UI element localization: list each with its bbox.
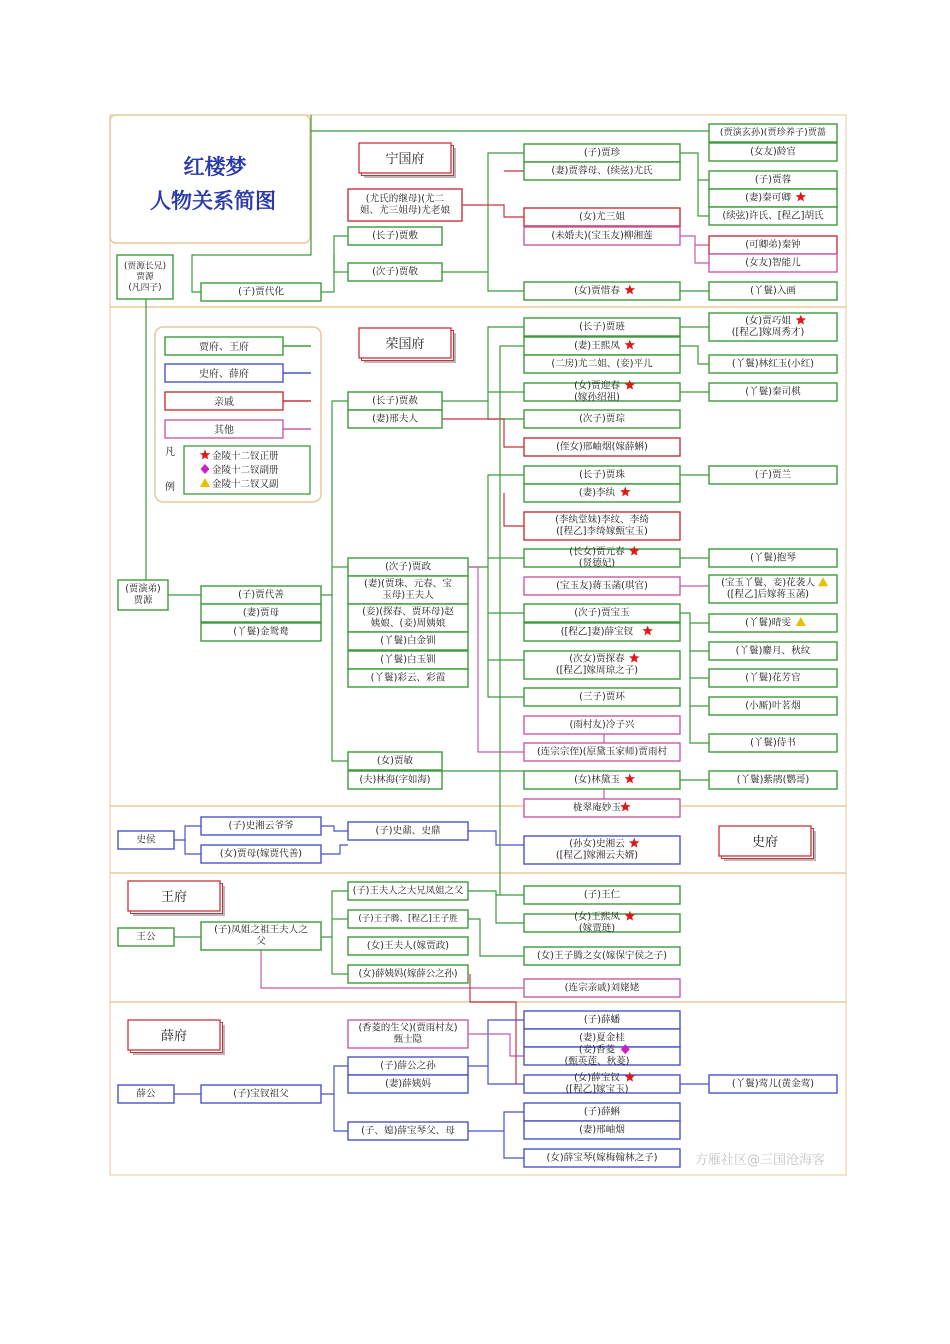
person-node-zijuan [709,771,837,789]
node-label: (次子)贾宝玉 [574,607,630,619]
node-label: 姐、尤三姐母)尤老娘 [359,205,451,217]
person-node-xuepan [524,1011,680,1029]
chart-title-line1: 红楼梦 [183,155,247,179]
legend-side-label: 例 [165,482,175,493]
person-node-lan [709,466,837,484]
node-label: (次子)贾琮 [579,413,625,425]
connector-line [321,891,348,937]
node-label: (妻)夏金桂 [579,1032,625,1044]
house-label-text: 史府 [751,835,779,850]
node-label: (女)薛宝琴(嫁梅翰林之子) [546,1152,658,1164]
node-label: (丫鬟)抱琴 [750,552,796,564]
person-node-xiren [709,575,837,603]
person-node-xueyima [348,1075,468,1093]
node-label: (长子)贾敷 [372,230,418,242]
person-node-linguan [709,143,837,161]
node-label: ([程乙]妻)薛宝钗 [560,626,634,638]
node-label: (未婚夫)(宝玉友)柳湘莲 [551,230,653,242]
node-label: (二房)尤二姐、(妾)平儿 [551,358,653,370]
node-label: (子)贾代化 [238,286,284,298]
node-label: (嫁孙绍祖) [574,392,620,404]
person-node-daishan [201,586,321,604]
person-node-liu [524,227,680,245]
person-node-xiaohong [709,355,837,373]
node-label: (子、媳)薛宝琴父、母 [361,1125,455,1137]
person-node-zhao [348,604,468,632]
connector-line [468,891,524,895]
node-label: 玉母)王夫人 [382,590,434,602]
connector-line [488,1066,524,1084]
node-label: (侄女)邢岫烟(嫁薛蝌) [556,441,648,453]
person-node-zhenshiyin [348,1020,468,1048]
legend-label: 贾府、王府 [199,342,249,353]
person-node-yuchuan [348,651,468,669]
node-label: 贾源 [133,595,153,606]
person-node-fangguan [709,669,837,687]
node-label: 甄士隐 [393,1034,423,1045]
person-node-wangfr2 [348,937,468,955]
house-label-xue [128,1020,225,1055]
node-label: (宝玉友)蒋玉菡(琪官) [556,580,648,592]
person-node-xing [348,410,442,428]
person-node-zhu [524,466,680,484]
node-label: (小厮)叶茗烟 [745,700,801,712]
node-label: (女)贾巧姐 [745,315,791,327]
person-node-xifeng [524,337,680,355]
person-node-shiyeye [201,817,321,835]
person-node-baoqinfu [348,1122,468,1140]
node-label: 栊翠庵妙玉 [573,802,621,814]
person-node-liqi [524,512,680,540]
person-node-yuanchun [524,546,680,570]
person-node-zhineng [709,254,837,272]
person-node-qiang [709,124,837,142]
person-node-wangren [524,886,680,904]
node-label: (长子)贾琏 [579,321,625,333]
person-node-jing [348,263,442,281]
person-node-qinzhong [709,236,837,254]
node-label: (子)王夫人之大兄凤姐之父 [352,885,464,897]
person-node-caiyun [348,669,468,687]
person-node-youlao [348,189,462,221]
person-node-baochai2 [524,1072,680,1096]
person-node-tanchun [524,651,680,679]
connector-line [680,153,709,180]
node-label: (丫鬟)金鸳鸯 [233,626,289,638]
node-label: (子)贾蓉 [754,174,792,186]
person-node-mingyan [709,697,837,715]
person-node-xiuyan [524,438,680,456]
person-nodes [117,124,837,1167]
node-label: ([程乙]嫁周秀才) [731,327,805,339]
node-label: (丫鬟)入画 [750,285,796,297]
person-node-xiangling [524,1044,680,1068]
node-label: (女)薛姨妈(嫁薛公之孙) [358,968,458,980]
node-label: (妻)薛姨妈 [385,1078,431,1090]
connector-line [321,845,348,854]
node-label: (子)薛公之孙 [380,1060,436,1072]
node-label: (妻)秦可卿 [745,192,791,204]
connector-line [442,419,524,447]
person-node-liwan [524,484,680,502]
node-label: (宝玉丫鬟、妾)花袭人 [721,577,815,589]
node-label: (女)薛宝钗 [574,1072,620,1084]
person-node-jiamushi [201,845,321,863]
node-label: (女)王子腾之女(嫁保宁侯之子) [536,950,668,962]
node-label: (次子)贾政 [385,561,431,573]
node-label: (女)贾迎春 [574,380,620,392]
person-node-baoqin2 [709,549,837,567]
node-label: (丫鬟)花芳官 [745,672,801,684]
connector-line [462,205,524,217]
person-node-xichun [524,282,680,300]
node-label: (三子)贾环 [579,691,625,703]
node-label: (女)尤三姐 [579,211,625,223]
connector-line [695,245,709,263]
person-node-yuanyang [201,623,321,641]
node-label: ([程乙]嫁湘云夫婿) [555,850,639,862]
node-label: (丫鬟)晴雯 [745,617,791,629]
node-label: ([程乙]嫁宝玉) [565,1084,629,1096]
node-label: (丫鬟)紫鹃(鹦哥) [736,774,810,786]
node-label: (嫁贾琏) [578,923,616,935]
person-node-wangziteng [348,910,468,928]
person-node-wangnv [524,947,680,965]
connector-line [468,919,524,956]
node-label: (子)王仁 [583,889,621,901]
person-node-jiamu [201,604,321,622]
person-node-yingchun [524,380,680,404]
node-label: (丫鬟)白金钏 [380,635,436,647]
house-label-text: 荣国府 [385,337,425,352]
node-label: (女)王熙凤 [574,911,620,923]
person-node-xuegong [118,1085,174,1103]
house-label-ning [359,143,456,178]
house-label-text: 王府 [160,890,188,905]
node-label: (续弦)许氏、[程乙]胡氏 [722,210,824,222]
person-node-fu [348,227,442,245]
node-label: (女)贾母(嫁贾代善) [219,848,303,860]
node-label: (子)王子腾、[程乙]王子胜 [358,914,458,924]
house-label-wang [128,881,225,916]
person-node-wanggong [118,928,174,946]
node-label: (子)贾兰 [754,469,792,481]
node-label: (长子)贾赦 [372,395,418,407]
node-label: (妻)李纨 [578,487,616,499]
connector-line [334,1094,348,1131]
node-label: (女)王夫人(嫁贾政) [366,940,450,952]
person-node-sheyue [709,642,837,660]
person-node-xiangyun [524,836,680,864]
person-node-xiuyan2 [524,1121,680,1139]
node-label: (子)史鼐、史鼎 [375,825,441,837]
legend-symbol-label: 金陵十二钗正册 [212,451,279,462]
chart-title-line2: 人物关系简图 [150,189,276,213]
person-node-daiyu [524,771,680,789]
connector-line [468,831,524,845]
node-label: (女友)龄官 [750,146,796,158]
person-node-xueke [524,1103,680,1121]
person-node-daishu [709,734,837,752]
node-label: (丫鬟)麝月、秋纹 [735,645,811,657]
node-label: (子)宝钗祖父 [233,1088,289,1100]
node-label: (子)史湘云爷爷 [228,820,294,832]
person-node-xuezhisun [348,1057,468,1075]
node-label: (子)贾珍 [583,147,621,159]
person-node-rong [709,171,837,189]
node-label: (次女)贾探春 [569,653,625,665]
node-label: 父 [256,936,266,948]
connector-line [321,401,348,595]
person-node-baoqin [524,1149,680,1167]
node-label: (甄英莲、秋菱) [564,1056,630,1068]
node-label: 王公 [136,931,156,943]
node-label: (子)薛蝌 [583,1106,621,1118]
node-label: (李纨堂妹)李纹、李绮 [555,514,649,526]
node-label: (妻)邢岫烟 [579,1124,625,1136]
person-node-yucun [524,743,680,761]
node-label: (长女)贾元春 [569,546,625,558]
legend-side-label: 凡 [165,447,175,458]
node-label: (女)林黛玉 [574,774,620,786]
person-node-hushi [709,207,837,225]
person-node-shihou [118,831,174,849]
person-node-min [348,752,442,770]
node-label: (雨村友)冷子兴 [569,719,635,731]
house-label-rong [359,328,456,363]
node-label: (妻)邢夫人 [372,413,418,425]
person-node-jinchuan [348,632,468,650]
node-label: (凡四子) [128,282,162,293]
node-label: (丫鬟)莺儿(黄金莺) [731,1078,815,1090]
legend-label: 史府、薛府 [199,369,249,380]
person-node-baoyu [524,604,680,622]
node-label: (丫鬟)林红玉(小红) [731,358,815,370]
person-node-she [348,392,442,410]
node-label: (子)凤姐之祖王夫人之 [214,924,308,936]
node-label: (尤氏的继母)(尤二 [365,193,445,205]
node-label: (连宗宗侄)(原黛玉家师)贾雨村 [536,746,668,758]
node-label: (丫鬟)彩云、彩霞 [370,672,446,684]
node-label: (丫鬟)秦司棋 [745,386,801,398]
person-node-xuemama [348,965,468,983]
connector-line [680,346,709,364]
house-label-text: 薛府 [160,1029,188,1044]
node-label: (可卿弟)秦钟 [745,239,801,251]
person-node-ruhua [709,282,837,300]
person-node-keqing [709,189,837,207]
connector-line [468,1112,524,1131]
node-label: (长子)贾珠 [579,469,625,481]
title-frame [110,115,310,243]
node-label: ([程乙]后嫁蒋玉菡) [726,589,810,601]
connector-line [488,272,524,291]
person-node-baochaizu [201,1085,321,1103]
person-node-zheng [348,558,468,576]
person-node-qingwen [709,614,837,632]
node-label: (妻)(贾珠、元春、宝 [364,578,452,590]
node-label: ([程乙]嫁周琼之子) [555,665,639,677]
node-label: (妾)(探春、贾环母)赵 [362,606,454,618]
node-label: (孙女)史湘云 [569,838,625,850]
person-node-daihua [201,283,321,301]
node-label: (子)薛蟠 [583,1014,621,1026]
node-label: (贾源长兄) [123,261,167,272]
node-label: (贾演玄孙)(贾珍养子)贾蔷 [719,127,827,139]
node-label: (次子)贾敬 [372,266,418,278]
person-node-huan [524,688,680,706]
node-label: (女)贾惜春 [574,285,620,297]
connector-line [332,595,348,761]
connector-line [468,475,524,567]
connector-line [698,180,709,216]
connector-line [488,567,524,697]
person-node-youshi [524,162,680,180]
person-node-liulaolao [524,979,680,997]
person-node-zhen [524,144,680,162]
person-node-fengzu [201,922,321,950]
connector-line [504,493,524,526]
node-label: (香菱的生父)(贾雨村友) [358,1022,458,1034]
person-node-qiaojie [709,313,837,341]
person-node-lengzi [524,716,680,734]
person-node-yinger [709,1075,837,1093]
person-node-shinai [348,822,468,840]
node-label: 姨娘、(妾)周姨娘 [370,618,446,630]
connector-line [185,840,201,854]
node-label: (贤德妃) [578,558,616,570]
person-node-xifeng2 [524,911,680,935]
node-label: (女)贾敏 [376,755,414,767]
node-label: (丫鬟)侍书 [750,737,796,749]
person-node-yuan [117,255,173,299]
node-label: (连宗亲戚)刘姥姥 [564,982,640,994]
person-node-cong [524,410,680,428]
person-node-miaoyu [524,799,680,817]
person-node-lian [524,318,680,336]
person-node-jiangyu [524,577,680,595]
node-label: 薛公 [136,1088,156,1100]
house-label-text: 宁国府 [385,152,425,167]
connector-line [504,1131,524,1158]
person-node-pinger [524,355,680,373]
connector-line [334,254,348,272]
house-label-shi [719,826,816,861]
person-node-siqi [709,383,837,401]
legend-label: 其他 [214,425,234,436]
node-label: (女友)智能儿 [745,257,801,269]
watermark: 方雁社区@三国沧海客 [694,1153,826,1168]
person-node-wangdaxiong [348,882,468,900]
connector-line [332,937,348,974]
person-node-baochai1 [524,623,680,641]
node-label: 史侯 [136,834,156,846]
person-node-you3 [524,208,680,226]
person-node-linhai [348,771,442,789]
connector-line [470,974,516,1084]
node-label: (妻)贾蓉母、(续弦)尤氏 [551,165,653,177]
node-label: (子)贾代善 [238,589,284,601]
node-label: (妻)贾母 [242,607,280,619]
connector-line [680,236,709,245]
node-label: 贾源 [136,272,154,283]
legend-symbol-label: 金陵十二钗副册 [212,465,279,476]
connector-line [174,826,201,840]
node-label: (夫)林海(字如海) [359,774,431,786]
person-node-yanbro [118,580,168,610]
connector-line [488,401,524,419]
node-label: (妾)香菱 [578,1044,616,1056]
legend-symbol-label: 金陵十二钗又副 [212,479,279,490]
connector-line [496,895,524,923]
connector-line [321,826,348,831]
person-node-wangfr [348,576,468,604]
legend-label: 亲戚 [214,397,234,408]
node-label: (贾演弟) [125,583,161,595]
connector-line [192,266,201,292]
node-label: (妻)王熙凤 [574,340,620,352]
node-label: (丫鬟)白玉钏 [380,654,436,666]
connector-line [321,1066,348,1094]
node-label: ([程乙]李绮嫁甄宝玉) [556,526,648,538]
